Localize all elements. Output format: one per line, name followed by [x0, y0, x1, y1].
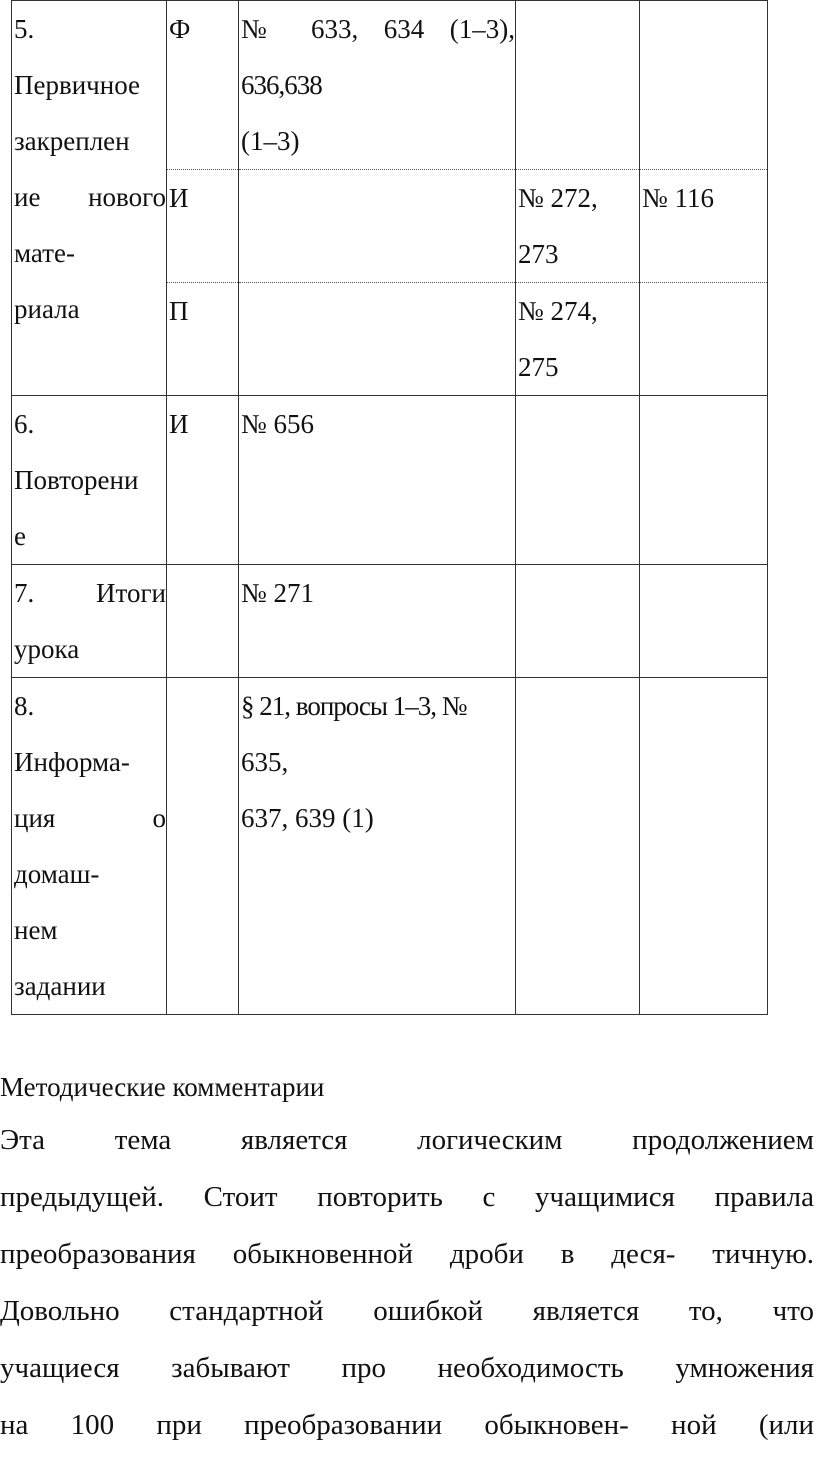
- stage-line: урока: [14, 634, 80, 664]
- task-cell: [239, 678, 516, 1015]
- stage-line: 5.: [14, 14, 35, 44]
- paragraph-line: Довольно стандартной ошибкой является то, что: [0, 1295, 814, 1327]
- stage-cell: [12, 396, 167, 565]
- task-line: № 656: [241, 409, 315, 439]
- stage-cell: [12, 565, 167, 678]
- stage-line: 6.: [14, 409, 35, 439]
- task-line: 273: [518, 239, 559, 269]
- form-cell: [167, 396, 239, 565]
- stage-line: нем: [14, 915, 58, 945]
- task-line: (1–3): [241, 126, 300, 156]
- extra-cell: [516, 283, 640, 396]
- task-line: № 271: [241, 578, 315, 608]
- task-cell: [239, 1, 516, 170]
- paragraph-line: предыдущей. Стоит повторить с учащимися правила: [0, 1181, 814, 1213]
- stage-line: риала: [14, 294, 80, 324]
- stage-line: е: [14, 521, 26, 551]
- paragraph-line: учащиеся забывают про необходимость умножения: [0, 1352, 814, 1384]
- stage-line: ция о: [14, 803, 166, 833]
- task-line: 275: [518, 352, 559, 382]
- stage-line: закреплен: [14, 126, 130, 156]
- stage-line: Первичное: [14, 70, 141, 100]
- extra-cell: [640, 678, 768, 1015]
- table-row: [12, 396, 768, 565]
- task-cell: [239, 283, 516, 396]
- form-cell: [167, 565, 239, 678]
- paragraph-line: на 100 при преобразовании обыкновен- ной (или: [0, 1409, 814, 1441]
- comments-paragraph: [0, 1112, 814, 1454]
- task-line: № 633, 634 (1–3),: [241, 14, 515, 44]
- extra-cell: [640, 170, 768, 283]
- task-line: 636,638: [241, 70, 322, 100]
- paragraph-line: преобразования обыкновенной дроби в деся- тичную.: [0, 1238, 814, 1270]
- form-label: П: [169, 296, 189, 326]
- form-cell: [167, 678, 239, 1015]
- extra-cell: [640, 565, 768, 678]
- task-line: № 272,: [518, 183, 598, 213]
- form-cell: [167, 283, 239, 396]
- stage-cell: [12, 678, 167, 1015]
- stage-line: 8.: [14, 691, 35, 721]
- extra-cell: [516, 170, 640, 283]
- comments-heading: Методические комментарии: [0, 1072, 325, 1102]
- extra-cell: [516, 396, 640, 565]
- form-label: И: [169, 409, 189, 439]
- task-line: № 274,: [518, 296, 598, 326]
- form-cell: [167, 170, 239, 283]
- extra-cell: [516, 1, 640, 170]
- stage-cell: [12, 1, 167, 396]
- extra-cell: [640, 396, 768, 565]
- task-cell: [239, 170, 516, 283]
- stage-line: 7. Итоги: [14, 578, 166, 608]
- extra-cell: [640, 283, 768, 396]
- form-label: И: [169, 183, 189, 213]
- table-row: [12, 1, 768, 170]
- extra-cell: [516, 678, 640, 1015]
- paragraph-line: Эта тема является логическим продолжением: [0, 1124, 814, 1156]
- stage-line: Информа-: [14, 747, 130, 777]
- form-cell: [167, 1, 239, 170]
- task-line: № 116: [642, 183, 715, 213]
- task-cell: [239, 396, 516, 565]
- table-row: [12, 678, 768, 1015]
- extra-cell: [640, 1, 768, 170]
- task-line: § 21, вопросы 1–3, №: [241, 691, 467, 721]
- stage-line: мате-: [14, 238, 75, 268]
- stage-line: Повторени: [14, 465, 139, 495]
- form-label: Ф: [169, 14, 191, 44]
- table-row: [12, 565, 768, 678]
- task-cell: [239, 565, 516, 678]
- stage-line: домаш-: [14, 859, 100, 889]
- stage-line: ие нового: [14, 182, 166, 212]
- task-line: 635,: [241, 747, 289, 777]
- extra-cell: [516, 565, 640, 678]
- stage-line: задании: [14, 971, 106, 1001]
- task-line: 637, 639 (1): [241, 803, 374, 833]
- lesson-plan-table: [11, 0, 768, 1015]
